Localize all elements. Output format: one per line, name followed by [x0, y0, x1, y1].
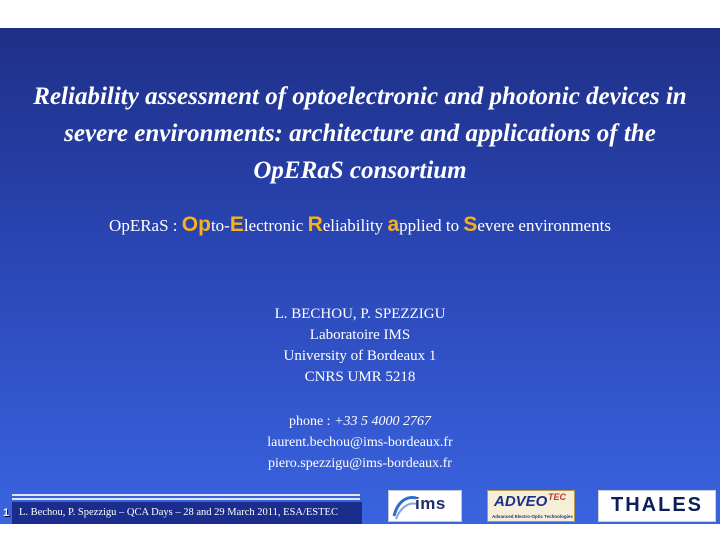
- author-block: [180, 304, 540, 388]
- adveotec-logo: [487, 490, 575, 522]
- phone-number: +33 5 4000 2767: [334, 414, 432, 429]
- acronym-letter: a: [387, 213, 400, 236]
- footer-divider: [12, 498, 360, 500]
- slide: [0, 28, 720, 524]
- footer-citation: L. Bechou, P. Spezzigu – QCA Days – 28 and 29 March 2011, ESA/ESTEC: [12, 502, 362, 524]
- adveotec-tagline: Advanced Electro-Optic Technologies: [492, 514, 573, 519]
- page-number: 1: [2, 507, 10, 519]
- acronym-rest: eliability: [322, 216, 388, 235]
- slide-title: Reliability assessment of optoelectronic and photonic devices in severe environments: architecture and applications of the OpERaS consortium: [33, 83, 687, 184]
- adveotec-logo-tec: TEC: [548, 492, 566, 502]
- phone-label: phone :: [288, 414, 335, 429]
- acronym-letter: S: [463, 213, 478, 236]
- ims-logo-text: ims: [415, 494, 446, 513]
- cnrs-unit: CNRS UMR 5218: [304, 369, 416, 385]
- acronym-rest: lectronic: [243, 216, 308, 235]
- acronym-rest: pplied to: [399, 216, 464, 235]
- thales-logo-text: THALES: [611, 494, 703, 516]
- email-link-1[interactable]: laurent.bechou@ims-bordeaux.fr: [267, 435, 453, 450]
- acronym-letter: E: [229, 213, 244, 236]
- email-link-2[interactable]: piero.spezzigu@ims-bordeaux.fr: [268, 456, 452, 471]
- acronym-rest: evere environments: [477, 216, 611, 235]
- acronym-letter: Op: [181, 213, 211, 236]
- subtitle-prefix: OpERaS :: [109, 216, 182, 235]
- slide-subtitle: [0, 213, 720, 237]
- ims-logo: [388, 490, 462, 522]
- lab-name: Laboratoire IMS: [309, 327, 411, 343]
- author-names: L. BECHOU, P. SPEZZIGU: [274, 306, 446, 322]
- phone-line: [180, 411, 540, 432]
- thales-logo: [598, 490, 716, 522]
- adveotec-logo-text: ADVEO: [494, 493, 548, 510]
- footer-divider: [12, 494, 360, 496]
- contact-block: [180, 411, 540, 474]
- acronym-letter: R: [307, 213, 323, 236]
- university-name: University of Bordeaux 1: [283, 348, 437, 364]
- acronym-rest: to-: [210, 216, 230, 235]
